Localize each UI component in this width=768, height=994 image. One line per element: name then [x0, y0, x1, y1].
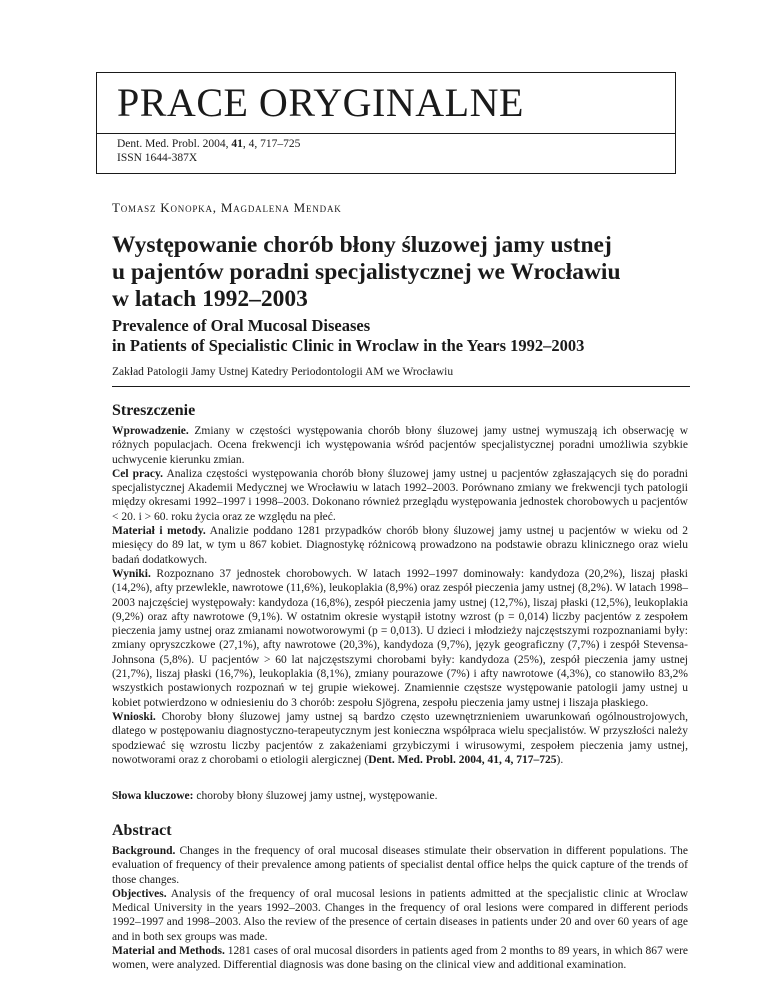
citation-volume: 41: [231, 138, 243, 150]
keywords-label: Słowa kluczowe:: [112, 790, 194, 802]
paragraph-label: Material and Methods.: [112, 945, 225, 958]
citation-block: [117, 138, 300, 165]
abstract-paragraph: [112, 524, 688, 567]
section-title: PRACE ORYGINALNE: [117, 80, 524, 125]
title-pl-line: u pajentów poradni specjalistycznej we Wrocławiu: [112, 259, 621, 285]
title-pl-line: Występowanie chorób błony śluzowej jamy ustnej: [112, 232, 612, 258]
title-en-line: Prevalence of Oral Mucosal Diseases: [112, 316, 371, 335]
citation-tail: ).: [556, 753, 564, 766]
title-en-line: in Patients of Specialistic Clinic in Wroclaw in the Years 1992–2003: [112, 336, 585, 355]
paragraph-label: Wnioski.: [112, 710, 156, 723]
issn: ISSN 1644-387X: [117, 151, 198, 164]
abstract-paragraph: [112, 887, 688, 944]
paragraph-label: Cel pracy.: [112, 467, 164, 480]
paragraph-label: Wprowadzenie.: [112, 425, 189, 437]
paragraph-text: Choroby błony śluzowej jamy ustnej są bardzo często uzewnętrznieniem uwarunkowań ogólnoustrojowych, dlatego w postępowaniu diagnostyczno-terapeutycznym jest konieczna współpraca wielu specjalistów. W przyszłości należy spodziewać się wzrostu liczby pacjentów z zakażeniami grzybiczymi i wirusowymi, zespołem pieczenia jamy ustnej, nowotworami oraz z chorobami o etiologii alergicznej (: [112, 710, 688, 766]
title-polish: [112, 232, 692, 313]
abstract-paragraph: [112, 467, 688, 524]
title-english: [112, 316, 692, 356]
abstract-paragraph: [112, 424, 688, 467]
abstract-paragraph: [112, 710, 688, 767]
abstract-paragraph: [112, 844, 688, 887]
authors: Tomasz Konopka, Magdalena Mendak: [112, 200, 342, 215]
keywords: [112, 790, 437, 802]
paragraph-label: Objectives.: [112, 887, 167, 900]
abstract-paragraph: [112, 944, 688, 973]
streszczenie-body: [112, 424, 688, 767]
inline-citation: Dent. Med. Probl. 2004, 41, 4, 717–725: [368, 753, 557, 766]
header-divider: [97, 133, 675, 134]
paragraph-text: Rozpoznano 37 jednostek chorobowych. W latach 1992–1997 dominowały: kandydoza (20,2%), liszaj płaski (14,2%), afty przewlekle, nawrotowe (11,6%), leukoplakia (8,9%) oraz zespół pieczenia jamy ustnej (8,2%). W latach 1998–2003 najczęściej występowały: kandydoza (16,8%), zespół pieczenia jamy ustnej (12,7%), liszaj płaski (12,5%), leukoplakia (9,2%) oraz afty nawrotowe (9,1%). W ostatnim okresie wystąpił istotny wzrost (p = 0,014) liczby pacjentów z zespołem pieczenia jamy ustnej oraz zmianami nowotworowymi (p = 0,013). U dzieci i młodzieży najczęstszymi rozpoznaniami były: zmiany opryszczkowe (27,1%), afty nawrotowe (20,3%), kandydoza (9,7%), język geograficzny (7,7%) i zespół Stevensa-Johnsona (5,8%). U pacjentów > 60 lat najczęstszymi chorobami były: kandydoza (25%), zespół pieczenia jamy ustnej (21,7%), liszaj płaski (16,7%), leukoplakia (8,1%), zmiany pourazowe (7%) i afty nawrotowe (4,3%), co stanowiło 83,2% wszystkich postawionych rozpoznań w tej grupie wiekowej. Znamiennie częstsze występowanie patologii jamy ustnej u kobiet potwierdzono w odniesieniu do 3 chorób: zespołu Sjögrena, zespołu pieczenia jamy ustnej i liszaja płaskiego.: [112, 567, 688, 709]
title-rule: [112, 386, 690, 387]
abstract-paragraph: [112, 567, 688, 710]
paragraph-text: Analizie poddano 1281 przypadków chorób błony śluzowej jamy ustnej u pacjentów w wieku od 2 miesięcy do 89 lat, w tym u 867 kobiet. Diagnostykę różnicową prowadzono na podstawie obrazu klinicznego oraz wielu badań dodatkowych.: [112, 525, 688, 566]
paragraph-label: Background.: [112, 845, 176, 857]
streszczenie-heading: Streszczenie: [112, 402, 196, 419]
keywords-text: choroby błony śluzowej jamy ustnej, występowanie.: [193, 790, 438, 802]
paragraph-text: Changes in the frequency of oral mucosal diseases stimulate their observation in different populations. The evaluation of frequency of their prevalence among patients of specialist dental office helps the quick capture of the trends of those changes.: [112, 845, 688, 886]
citation-line: [117, 138, 300, 152]
paragraph-text: 1281 cases of oral mucosal disorders in patients aged from 2 months to 89 years, in which 867 were women, were analyzed. Differential diagnosis was done basing on the clinical view and additional examination.: [112, 945, 688, 972]
affiliation: Zakład Patologii Jamy Ustnej Katedry Periodontologii AM we Wrocławiu: [112, 366, 454, 378]
paragraph-text: Analiza częstości występowania chorób błony śluzowej jamy ustnej u pacjentów zgłaszających się do poradni specjalistycznej Akademii Medycznej we Wrocławiu w latach 1992–2003. Porównano zmiany we frekwencji tych patologii między okresami 1992–1997 i 1998–2003. Dokonano również przeglądu występowania jednostek chorobowych u pacjentów < 20. i > 60. roku życia oraz ze względu na płeć.: [112, 467, 688, 523]
journal-header-box: [96, 72, 676, 174]
abstract-body: [112, 844, 688, 973]
paragraph-text: Zmiany w częstości występowania chorób błony śluzowej jamy ustnej wymuszają ich obserwację w różnych populacjach. Ocena frekwencji ich występowania wśród pacjentów specjalistycznej poradni umożliwia szybkie uchwycenie kierunku zmian.: [112, 425, 688, 466]
title-pl-line: w latach 1992–2003: [112, 286, 308, 312]
paragraph-label: Materiał i metody.: [112, 525, 206, 538]
citation-pages: , 4, 717–725: [242, 138, 301, 150]
abstract-heading: Abstract: [112, 822, 172, 839]
citation-journal: Dent. Med. Probl. 2004,: [117, 138, 232, 150]
paragraph-text: Analysis of the frequency of oral mucosal lesions in patients admitted at the specjalistic clinic at Wroclaw Medical University in the years 1992–2003. Changes in the frequency of oral lesions were compared in different periods 1992–1997 and 1998–2003. Also the review of the presence of certain diseases in patients under 20 and over 60 years of age and in both sex groups was made.: [112, 887, 688, 943]
paragraph-label: Wyniki.: [112, 567, 151, 580]
